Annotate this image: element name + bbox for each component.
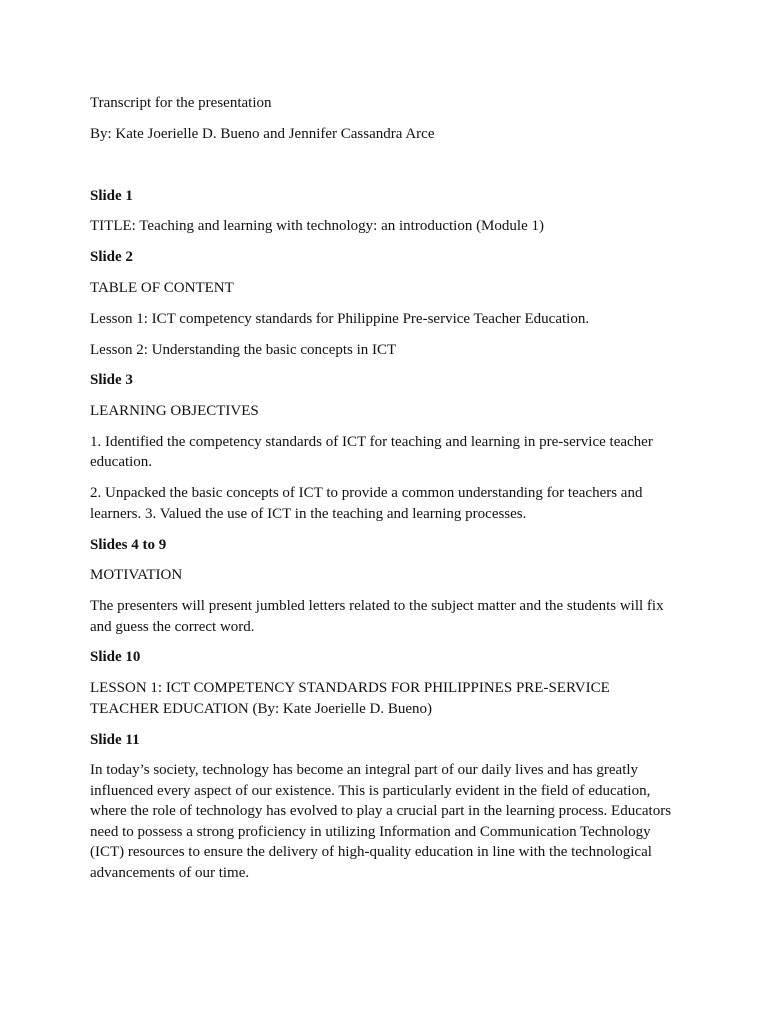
slide-paragraph: The presenters will present jumbled letters related to the subject matter and the students will fix and guess the correct word. [90, 598, 664, 635]
slide-paragraph: Lesson 2: Understanding the basic concepts in ICT [90, 341, 397, 358]
slide-paragraph: TITLE: Teaching and learning with technology: an introduction (Module 1) [90, 218, 544, 235]
slide-paragraph: LESSON 1: ICT COMPETENCY STANDARDS FOR PHILIPPINES PRE-SERVICE TEACHER EDUCATION (By: Kate Joerielle D. Bueno) [90, 680, 610, 717]
slide-heading: Slide 1 [90, 187, 133, 204]
slide-paragraph: MOTIVATION [90, 567, 183, 584]
slide-paragraph: TABLE OF CONTENT [90, 279, 234, 296]
slide-heading: Slide 11 [90, 731, 140, 748]
slide-paragraph: 1. Identified the competency standards of ICT for teaching and learning in pre-service teacher education. [90, 433, 653, 471]
slide-paragraph: LEARNING OBJECTIVES [90, 403, 259, 420]
slide-paragraph: Lesson 1: ICT competency standards for Philippine Pre-service Teacher Education. [90, 310, 590, 327]
slide-heading: Slide 3 [90, 372, 133, 389]
slide-paragraph: In today’s society, technology has become an integral part of our daily lives and has greatly influenced every aspect of our existence. This is particularly evident in the field of education, where the role of technology has evolved to play a crucial part in the learning process. Educators need to possess a strong proficiency in utilizing Information and Communication Technology (ICT) resources to ensure the delivery of high-quality education in line with the technological advancements of our time. [90, 762, 672, 881]
slide-heading: Slides 4 to 9 [90, 536, 167, 553]
slide-heading: Slide 2 [90, 249, 133, 266]
document-title: Transcript for the presentation [90, 95, 272, 111]
slide-paragraph: 2. Unpacked the basic concepts of ICT to provide a common understanding for teachers and learners. 3. Valued the use of ICT in the teaching and learning processes. [90, 485, 643, 522]
spacer [90, 155, 680, 186]
slide-heading: Slide 10 [90, 649, 141, 666]
document-authors: By: Kate Joerielle D. Bueno and Jennifer Cassandra Arce [90, 125, 435, 142]
document-page [90, 93, 680, 894]
